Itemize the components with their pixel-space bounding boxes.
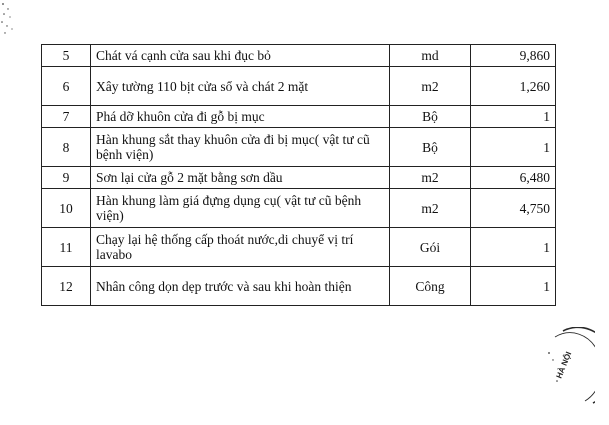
row-quantity: 4,750 — [471, 189, 556, 228]
row-description: Hàn khung sắt thay khuôn cửa đi bị mục( vật tư cũ bệnh viện) — [91, 128, 390, 167]
table-row — [42, 267, 556, 306]
row-number: 6 — [42, 67, 91, 106]
row-unit: m2 — [390, 167, 471, 189]
row-unit: m2 — [390, 189, 471, 228]
row-number: 11 — [42, 228, 91, 267]
row-description: Nhân công dọn dẹp trước và sau khi hoàn thiện — [91, 267, 390, 306]
row-number: 10 — [42, 189, 91, 228]
row-unit: Gói — [390, 228, 471, 267]
table-row — [42, 167, 556, 189]
row-number: 5 — [42, 45, 91, 67]
row-number: 12 — [42, 267, 91, 306]
row-number: 9 — [42, 167, 91, 189]
row-quantity: 1 — [471, 106, 556, 128]
row-quantity: 1 — [471, 228, 556, 267]
row-description: Chát vá cạnh cửa sau khi đục bỏ — [91, 45, 390, 67]
row-unit: Bộ — [390, 128, 471, 167]
row-description: Sơn lại cửa gỗ 2 mặt bằng sơn dầu — [91, 167, 390, 189]
row-description: Phá dỡ khuôn cửa đi gỗ bị mục — [91, 106, 390, 128]
row-description: Hàn khung làm giá đựng dụng cụ( vật tư cũ bệnh viện) — [91, 189, 390, 228]
table-row — [42, 67, 556, 106]
table-row — [42, 45, 556, 67]
stamp-text: HÀ NỘI — [554, 350, 574, 380]
row-number: 7 — [42, 106, 91, 128]
table-row — [42, 189, 556, 228]
row-quantity: 1 — [471, 128, 556, 167]
row-description: Xây tường 110 bịt cửa sổ và chát 2 mặt — [91, 67, 390, 106]
row-unit: m2 — [390, 67, 471, 106]
row-description: Chạy lại hệ thống cấp thoát nước,di chuyể vị trí lavabo — [91, 228, 390, 267]
row-unit: Bộ — [390, 106, 471, 128]
row-quantity: 6,480 — [471, 167, 556, 189]
row-quantity: 9,860 — [471, 45, 556, 67]
official-stamp — [535, 327, 595, 407]
table-row — [42, 106, 556, 128]
work-items-table — [41, 44, 556, 306]
row-quantity: 1,260 — [471, 67, 556, 106]
row-number: 8 — [42, 128, 91, 167]
scan-speckle — [0, 0, 16, 40]
row-quantity: 1 — [471, 267, 556, 306]
table-row — [42, 128, 556, 167]
row-unit: md — [390, 45, 471, 67]
table-row — [42, 228, 556, 267]
row-unit: Công — [390, 267, 471, 306]
